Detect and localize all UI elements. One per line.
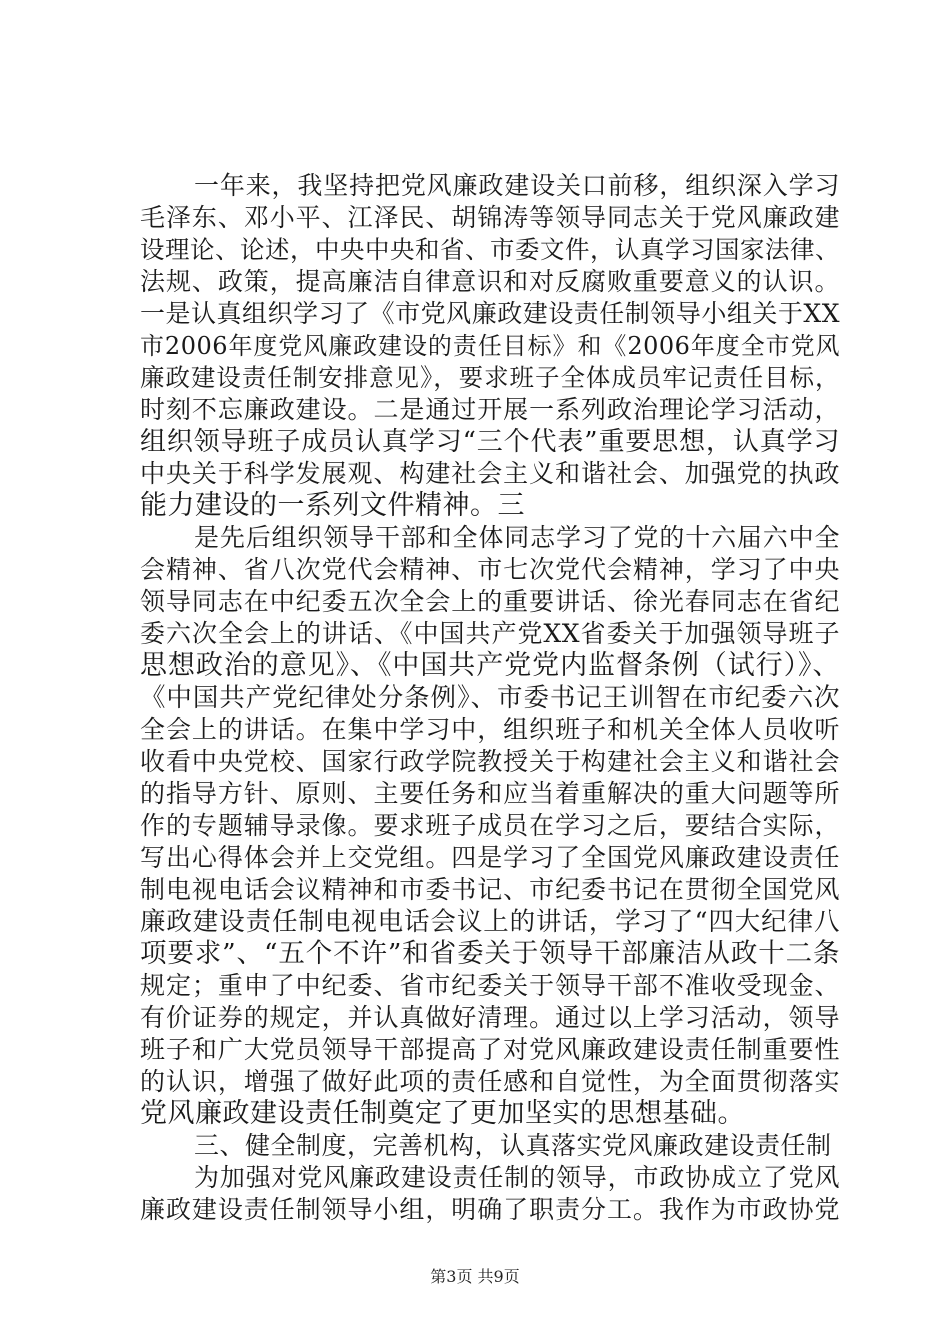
text-line: 一是认真组织学习了《市党风廉政建设责任制领导小组关于XX [140, 299, 840, 328]
text-line: 委六次全会上的讲话、《中国共产党XX省委关于加强领导班子 [140, 619, 840, 648]
text-line: 党风廉政建设责任制奠定了更加坚实的思想基础。 [140, 1098, 745, 1129]
text-line: 领导同志在中纪委五次全会上的重要讲话、徐光春同志在省纪 [140, 587, 840, 616]
text-line: 是先后组织领导干部和全体同志学习了党的十六届六中全 [194, 523, 840, 552]
text-line: 有价证券的规定，并认真做好清理。通过以上学习活动，领导 [140, 1003, 840, 1032]
text-line: 组织领导班子成员认真学习“三个代表”重要思想，认真学习 [140, 427, 840, 457]
text-line: 思想政治的意见》、《中国共产党党内监督条例（试行）》、 [140, 650, 840, 681]
text-line: 全会上的讲话。在集中学习中，组织班子和机关全体人员收听 [140, 715, 840, 744]
text-line: 设理论、论述，中央中央和省、市委文件，认真学习国家法律、 [140, 235, 840, 264]
text-line: 时刻不忘廉政建设。二是通过开展一系列政治理论学习活动， [140, 395, 840, 424]
text-line: 廉政建设责任制电视电话会议上的讲话，学习了“四大纪律八 [140, 907, 840, 937]
text-line: 制电视电话会议精神和市委书记、市纪委书记在贯彻全国党风 [140, 875, 840, 904]
text-line: 收看中央党校、国家行政学院教授关于构建社会主义和谐社会 [140, 747, 840, 776]
text-line: 作的专题辅导录像。要求班子成员在学习之后，要结合实际， [140, 811, 840, 840]
text-line: 规定；重申了中纪委、省市纪委关于领导干部不准收受现金、 [140, 971, 840, 1000]
text-line: 《中国共产党纪律处分条例》、市委书记王训智在市纪委六次 [140, 683, 840, 713]
text-line: 廉政建设责任制安排意见》，要求班子全体成员牢记责任目标， [140, 363, 840, 392]
text-line: 的指导方针、原则、主要任务和应当着重解决的重大问题等所 [140, 779, 840, 808]
text-line: 能力建设的一系列文件精神。三 [140, 490, 525, 521]
text-line: 中央关于科学发展观、构建社会主义和谐社会、加强党的执政 [140, 459, 840, 488]
text-line: 市2006年度党风廉政建设的责任目标》和《2006年度全市党风 [140, 332, 840, 360]
text-line: 毛泽东、邓小平、江泽民、胡锦涛等领导同志关于党风廉政建 [140, 203, 840, 232]
text-line: 为加强对党风廉政建设责任制的领导，市政协成立了党风 [194, 1163, 840, 1192]
text-line: 班子和广大党员领导干部提高了对党风廉政建设责任制重要性 [140, 1035, 840, 1064]
text-line: 的认识，增强了做好此项的责任感和自觉性，为全面贯彻落实 [140, 1067, 840, 1096]
text-line: 三、健全制度，完善机构，认真落实党风廉政建设责任制 [194, 1131, 832, 1160]
text-line: 会精神、省八次党代会精神、市七次党代会精神，学习了中央 [140, 555, 840, 584]
text-line: 一年来，我坚持把党风廉政建设关口前移，组织深入学习 [194, 171, 840, 200]
text-line: 项要求”、“五个不许”和省委关于领导干部廉洁从政十二条 [140, 938, 840, 969]
text-line: 写出心得体会并上交党组。四是学习了全国党风廉政建设责任 [140, 843, 840, 872]
text-line: 廉政建设责任制领导小组，明确了职责分工。我作为市政协党 [140, 1195, 840, 1224]
page-number-footer: 第3页 共9页 [430, 1267, 520, 1286]
document-body [140, 170, 840, 1226]
text-line: 法规、政策，提高廉洁自律意识和对反腐败重要意义的认识。 [140, 267, 840, 296]
